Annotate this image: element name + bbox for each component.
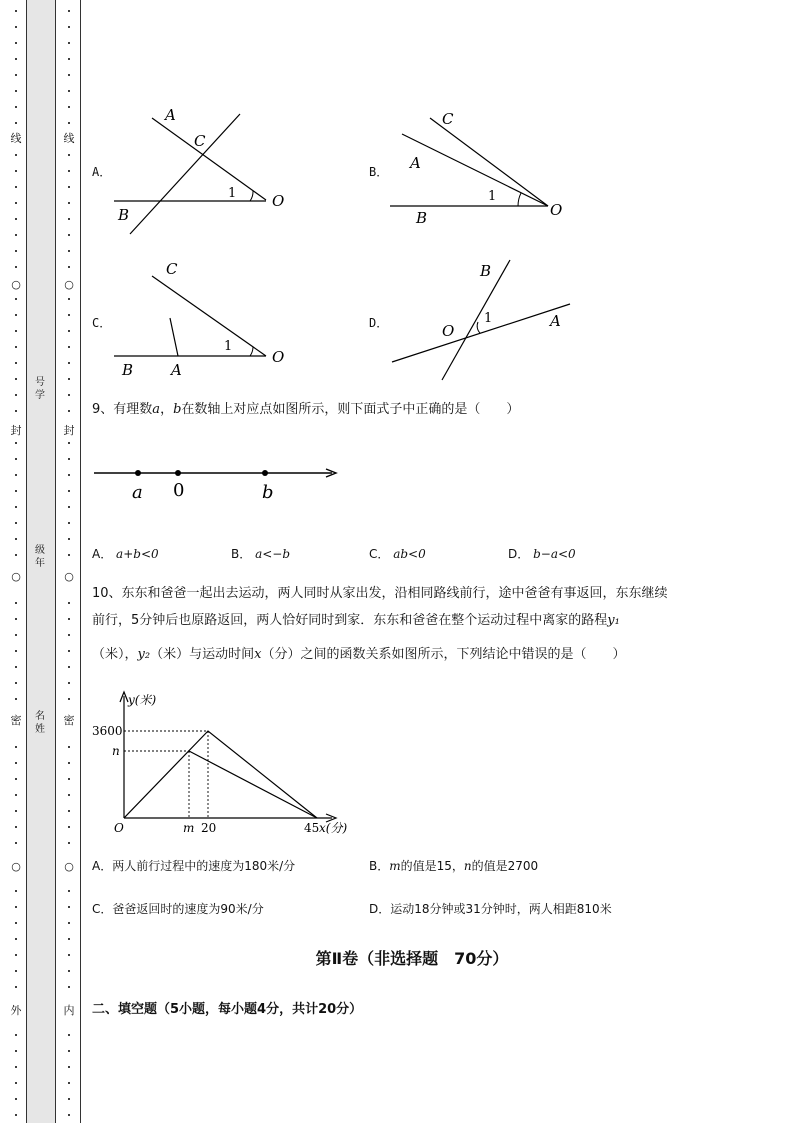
seal-dot xyxy=(15,202,17,204)
point-b-label: B xyxy=(480,262,492,280)
seal-dot xyxy=(68,298,70,300)
q10-answer-a[interactable] xyxy=(92,857,295,874)
seal-dot xyxy=(15,778,17,780)
seal-dot xyxy=(68,1066,70,1068)
var-a: a xyxy=(152,402,161,417)
seal-glyph: ○ xyxy=(11,278,21,291)
answer-expr: ab<0 xyxy=(393,547,426,561)
line-oa xyxy=(392,304,570,362)
field-char: 号 xyxy=(35,377,45,388)
q10-graph xyxy=(92,688,362,838)
seal-dot xyxy=(15,618,17,620)
answer-expr: b−a<0 xyxy=(533,547,576,561)
seal-glyph: 外 xyxy=(10,1004,22,1017)
seal-dot xyxy=(15,218,17,220)
seal-dot xyxy=(68,250,70,252)
seal-dot xyxy=(68,74,70,76)
answer-label: C． xyxy=(92,902,113,916)
seal-glyph: ○ xyxy=(64,278,74,291)
seal-dot xyxy=(68,218,70,220)
angle-label: 1 xyxy=(228,186,237,201)
label-b: b xyxy=(262,482,274,503)
seal-dot xyxy=(68,1082,70,1084)
seal-dot xyxy=(68,554,70,556)
angle-label: 1 xyxy=(224,339,233,354)
angle-arc xyxy=(477,322,480,333)
q8-figure-b xyxy=(388,100,578,230)
y-axis-label: y(米) xyxy=(128,693,157,707)
seal-dot xyxy=(15,746,17,748)
seal-dot xyxy=(68,794,70,796)
origin-label: O xyxy=(114,821,124,835)
seal-dot xyxy=(15,458,17,460)
seal-dot xyxy=(15,1082,17,1084)
seal-dot xyxy=(68,410,70,412)
seal-dot xyxy=(68,1114,70,1116)
angle-arc xyxy=(518,193,521,206)
tick-45: 45 xyxy=(304,821,320,835)
seal-dot xyxy=(68,314,70,316)
seal-glyph: 封 xyxy=(10,424,22,437)
seal-dot xyxy=(15,634,17,636)
line-ob xyxy=(442,260,510,380)
seal-dot xyxy=(68,442,70,444)
seal-dot xyxy=(68,394,70,396)
answer-text: 的值是2700 xyxy=(471,859,539,873)
angle-arc xyxy=(250,191,253,201)
q9-answer-d[interactable] xyxy=(508,545,576,562)
seal-dot xyxy=(15,1114,17,1116)
segment-a xyxy=(170,318,178,356)
angle-label: 1 xyxy=(488,189,497,204)
seal-dot xyxy=(68,746,70,748)
seal-dot xyxy=(15,986,17,988)
seal-dot xyxy=(15,74,17,76)
part-two-title: 第Ⅱ卷（非选择题 70分） xyxy=(315,949,509,968)
seal-dot xyxy=(15,186,17,188)
seal-dot xyxy=(15,794,17,796)
seal-dot xyxy=(68,170,70,172)
seal-dot xyxy=(15,554,17,556)
seal-dot xyxy=(15,122,17,124)
answer-label: B． xyxy=(369,859,390,873)
seal-dot xyxy=(68,778,70,780)
seal-dot xyxy=(15,954,17,956)
seal-dot xyxy=(68,234,70,236)
seal-dot xyxy=(15,362,17,364)
q8-option-c-label[interactable]: C． xyxy=(92,316,112,330)
ray-oa xyxy=(402,134,548,206)
question-number: 9、 xyxy=(92,402,114,417)
student-number-field xyxy=(30,376,50,402)
seal-dot xyxy=(15,762,17,764)
tick-20: 20 xyxy=(201,821,217,835)
point-b xyxy=(262,470,268,476)
seal-dot xyxy=(15,890,17,892)
series-dongdong xyxy=(124,731,317,818)
var-n: n xyxy=(463,859,472,873)
seal-dot xyxy=(68,810,70,812)
x-axis-label: x(分) xyxy=(319,821,348,835)
field-char: 年 xyxy=(35,558,45,569)
var-y1: y₁ xyxy=(607,613,620,628)
angle-label: 1 xyxy=(484,311,493,326)
seal-dot xyxy=(68,346,70,348)
field-char: 级 xyxy=(35,545,45,556)
answer-label: B． xyxy=(231,547,252,561)
point-a-label: A xyxy=(550,312,561,330)
seal-dot xyxy=(68,826,70,828)
field-char: 学 xyxy=(35,390,45,401)
answer-text: 爸爸返回时的速度为90米/分 xyxy=(112,902,264,916)
seal-glyph: 密 xyxy=(63,714,75,727)
seal-dot xyxy=(15,666,17,668)
q10-answer-c[interactable] xyxy=(92,900,264,917)
tick-3600: 3600 xyxy=(92,724,123,738)
binding-margin xyxy=(0,0,82,1123)
stem-text: （米）与运动时间 xyxy=(150,647,255,662)
fill-blank-section-heading: 二、填空题（5小题，每小题4分，共计20分） xyxy=(92,1002,363,1017)
q8-option-a-label[interactable]: A． xyxy=(92,165,112,179)
point-b-label: B xyxy=(416,209,428,227)
q10-answer-d[interactable] xyxy=(369,900,612,917)
seal-dot xyxy=(15,522,17,524)
seal-dot xyxy=(68,58,70,60)
seal-dot xyxy=(68,666,70,668)
seal-dot xyxy=(15,314,17,316)
point-a-label: A xyxy=(410,154,421,172)
question-number: 10、 xyxy=(92,586,122,601)
seal-dot xyxy=(68,362,70,364)
seal-dot xyxy=(15,26,17,28)
point-a-label: A xyxy=(165,106,176,124)
point-zero xyxy=(175,470,181,476)
answer-label: C． xyxy=(369,547,390,561)
stem-text: 前行，5分钟后也原路返回，两人恰好同时到家．东东和爸爸在整个运动过程中离家的路程 xyxy=(92,613,608,628)
point-a-label: A xyxy=(171,361,182,379)
seal-dot xyxy=(68,26,70,28)
seal-dot xyxy=(15,106,17,108)
seal-dot xyxy=(68,698,70,700)
seal-dot xyxy=(15,298,17,300)
seal-dot xyxy=(68,842,70,844)
seal-dot xyxy=(15,474,17,476)
transversal-line xyxy=(130,114,240,234)
seal-dot xyxy=(68,986,70,988)
seal-dot xyxy=(68,634,70,636)
seal-dot xyxy=(68,474,70,476)
seal-dot xyxy=(15,170,17,172)
q9-answer-b[interactable] xyxy=(231,545,290,562)
angle-arc xyxy=(250,347,253,356)
seal-dot xyxy=(68,922,70,924)
answer-expr: a+b<0 xyxy=(116,547,159,561)
q8-option-d-label[interactable]: D． xyxy=(369,316,389,330)
answer-text: 的值是15， xyxy=(400,859,464,873)
stem-text: （分）之间的函数关系如图所示，下列结论中错误的是（ ） xyxy=(261,647,626,662)
seal-dot xyxy=(68,954,70,956)
seal-dot xyxy=(15,330,17,332)
seal-dot xyxy=(68,602,70,604)
seal-dot xyxy=(68,538,70,540)
seal-dot xyxy=(68,42,70,44)
stem-text: 在数轴上对应点如图所示，则下面式子中正确的是（ ） xyxy=(181,402,520,417)
label-a: a xyxy=(132,482,143,503)
inner-seal-line xyxy=(62,0,76,1123)
seal-dot xyxy=(68,682,70,684)
seal-dot xyxy=(15,938,17,940)
point-c-label: C xyxy=(194,132,206,150)
q10-answer-b[interactable] xyxy=(369,857,538,874)
point-c-label: C xyxy=(442,110,454,128)
q8-option-b-label[interactable]: B． xyxy=(369,165,389,179)
seal-dot xyxy=(15,90,17,92)
binding-rule xyxy=(80,0,81,1123)
answer-label: A． xyxy=(92,859,113,873)
ray-oc xyxy=(152,276,266,356)
seal-dot xyxy=(68,906,70,908)
seal-glyph: ○ xyxy=(64,570,74,583)
answer-expr: a<−b xyxy=(255,547,291,561)
q10-stem-line1 xyxy=(92,584,668,604)
label-zero: 0 xyxy=(173,480,185,501)
field-char: 名 xyxy=(35,711,45,722)
point-o-label: O xyxy=(442,322,455,340)
seal-dot xyxy=(68,330,70,332)
seal-dot xyxy=(15,650,17,652)
point-o-label: O xyxy=(272,192,285,210)
seal-dot xyxy=(68,266,70,268)
seal-dot xyxy=(15,970,17,972)
seal-dot xyxy=(15,1066,17,1068)
seal-glyph: 内 xyxy=(63,1004,75,1017)
var-m: m xyxy=(389,859,401,873)
point-a xyxy=(135,470,141,476)
seal-dot xyxy=(68,378,70,380)
seal-dot xyxy=(68,890,70,892)
outer-seal-line xyxy=(9,0,23,1123)
stem-text: 有理数 xyxy=(113,402,153,417)
q8-figure-c xyxy=(110,256,300,380)
seal-glyph: ○ xyxy=(11,860,21,873)
seal-dot xyxy=(15,266,17,268)
answer-label: D． xyxy=(369,902,391,916)
seal-dot xyxy=(68,522,70,524)
seal-dot xyxy=(15,682,17,684)
seal-dot xyxy=(68,458,70,460)
seal-dot xyxy=(15,506,17,508)
seal-dot xyxy=(15,842,17,844)
seal-dot xyxy=(68,1098,70,1100)
seal-dot xyxy=(15,346,17,348)
seal-dot xyxy=(15,234,17,236)
seal-dot xyxy=(15,906,17,908)
seal-dot xyxy=(68,1050,70,1052)
seal-dot xyxy=(15,58,17,60)
tick-m: m xyxy=(183,821,195,835)
q10-stem-line3 xyxy=(92,645,625,665)
seal-dot xyxy=(15,378,17,380)
seal-dot xyxy=(68,154,70,156)
seal-dot xyxy=(15,42,17,44)
seal-glyph: ○ xyxy=(64,860,74,873)
q9-stem xyxy=(92,400,519,420)
seal-dot xyxy=(68,90,70,92)
q10-stem-line2 xyxy=(92,611,620,631)
answer-text: 运动18分钟或31分钟时，两人相距810米 xyxy=(390,902,612,916)
seal-dot xyxy=(68,122,70,124)
seal-dot xyxy=(68,490,70,492)
seal-dot xyxy=(15,922,17,924)
field-char: 姓 xyxy=(35,724,45,735)
q9-answer-a[interactable] xyxy=(92,545,159,562)
q8-figure-d xyxy=(388,256,578,382)
ray-oa xyxy=(152,118,266,200)
seal-dot xyxy=(15,538,17,540)
name-field xyxy=(30,710,50,736)
seal-glyph: 线 xyxy=(63,132,75,145)
seal-dot xyxy=(68,506,70,508)
seal-dot xyxy=(15,10,17,12)
seal-glyph: 密 xyxy=(10,714,22,727)
seal-dot xyxy=(15,810,17,812)
var-y2: y₂ xyxy=(137,647,151,662)
point-o-label: O xyxy=(272,348,285,366)
stem-text: ， xyxy=(160,402,174,417)
point-o-label: O xyxy=(550,201,563,219)
seal-dot xyxy=(68,650,70,652)
seal-dot xyxy=(15,410,17,412)
seal-dot xyxy=(15,698,17,700)
var-x: x xyxy=(254,647,262,662)
seal-dot xyxy=(15,442,17,444)
seal-dot xyxy=(68,10,70,12)
seal-dot xyxy=(15,490,17,492)
seal-dot xyxy=(15,250,17,252)
point-c-label: C xyxy=(166,260,178,278)
seal-dot xyxy=(68,1034,70,1036)
seal-dot xyxy=(15,1034,17,1036)
seal-dot xyxy=(68,762,70,764)
seal-dot xyxy=(15,602,17,604)
seal-glyph: ○ xyxy=(11,570,21,583)
seal-dot xyxy=(68,938,70,940)
q9-number-line xyxy=(92,458,342,506)
stem-text: 东东和爸爸一起出去运动，两人同时从家出发，沿相同路线前行，途中爸爸有事返回，东东继续 xyxy=(121,586,668,601)
seal-dot xyxy=(68,202,70,204)
var-b: b xyxy=(173,402,182,417)
answer-label: A． xyxy=(92,547,113,561)
answer-label: D． xyxy=(508,547,530,561)
exam-content xyxy=(92,0,772,1123)
point-b-label: B xyxy=(118,206,130,224)
point-b-label: B xyxy=(122,361,134,379)
seal-glyph: 封 xyxy=(63,424,75,437)
grade-field xyxy=(30,544,50,570)
seal-dot xyxy=(15,154,17,156)
seal-dot xyxy=(68,618,70,620)
seal-dot xyxy=(68,106,70,108)
seal-glyph: 线 xyxy=(10,132,22,145)
seal-dot xyxy=(15,1098,17,1100)
answer-text: 两人前行过程中的速度为180米/分 xyxy=(112,859,296,873)
q9-answer-c[interactable] xyxy=(369,545,426,562)
seal-dot xyxy=(68,186,70,188)
tick-n: n xyxy=(112,744,120,758)
seal-dot xyxy=(15,826,17,828)
seal-dot xyxy=(15,1050,17,1052)
seal-dot xyxy=(15,394,17,396)
stem-text: （米）， xyxy=(92,647,138,662)
q8-figure-a xyxy=(110,100,300,240)
seal-dot xyxy=(68,970,70,972)
